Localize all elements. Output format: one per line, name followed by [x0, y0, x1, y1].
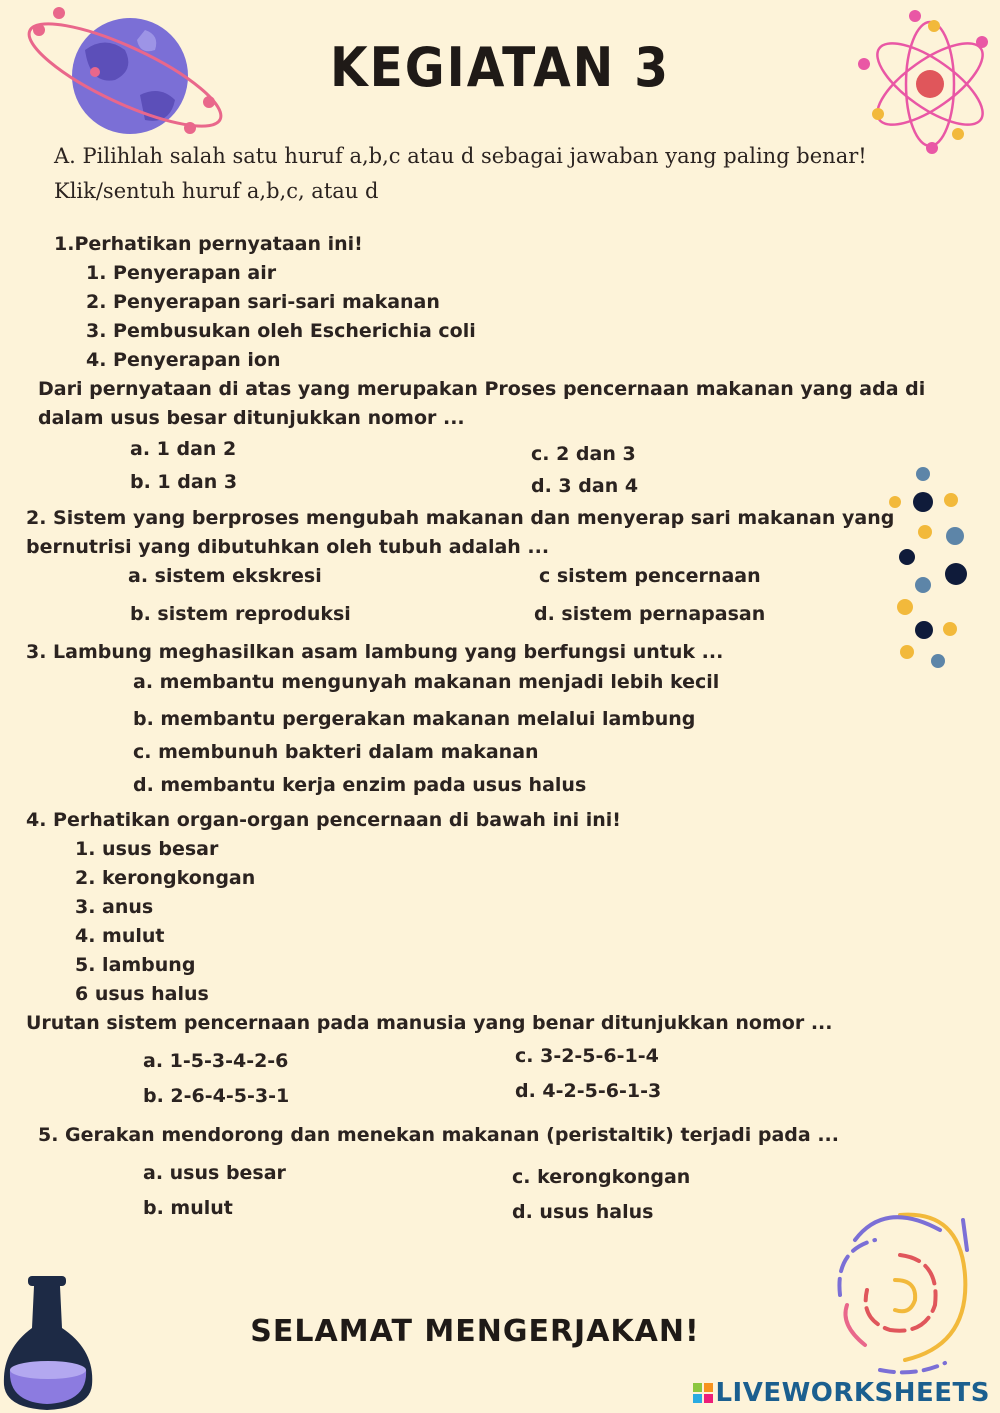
question-1-option-a[interactable]: a. 1 dan 2: [130, 438, 237, 460]
question-5-option-d[interactable]: d. usus halus: [512, 1201, 654, 1223]
liveworksheets-logo-icon: [693, 1383, 713, 1403]
question-4-option-c[interactable]: c. 3-2-5-6-1-4: [515, 1045, 659, 1067]
liveworksheets-logo[interactable]: [693, 1378, 990, 1408]
question-5-option-a[interactable]: a. usus besar: [143, 1162, 286, 1184]
question-4-item: 1. usus besar: [75, 838, 219, 860]
question-4-option-b[interactable]: b. 2-6-4-5-3-1: [143, 1085, 290, 1107]
question-4-stem: 4. Perhatikan organ-organ pencernaan di bawah ini ini!: [26, 809, 621, 831]
question-3-option-c[interactable]: c. membunuh bakteri dalam makanan: [133, 741, 539, 763]
question-1-option-b[interactable]: b. 1 dan 3: [130, 471, 238, 493]
page-title: KEGIATAN 3: [329, 36, 671, 99]
question-1-item: 1. Penyerapan air: [86, 262, 277, 284]
question-2-option-d[interactable]: d. sistem pernapasan: [534, 603, 766, 625]
question-3-stem: 3. Lambung meghasilkan asam lambung yang berfungsi untuk ...: [26, 641, 724, 663]
instruction-line-1: A. Pilihlah salah satu huruf a,b,c atau d sebagai jawaban yang paling benar!: [54, 144, 867, 168]
question-3-option-b[interactable]: b. membantu pergerakan makanan melalui lambung: [133, 708, 696, 730]
question-1-prompt-line-1: Dari pernyataan di atas yang merupakan Proses pencernaan makanan yang ada di: [38, 378, 926, 400]
question-4-item: 3. anus: [75, 896, 154, 918]
liveworksheets-brand-text: LIVEWORKSHEETS: [715, 1378, 990, 1408]
question-4-item: 6 usus halus: [75, 983, 209, 1005]
molecule-dots-icon: [885, 462, 975, 677]
question-3-option-a[interactable]: a. membantu mengunyah makanan menjadi lebih kecil: [133, 671, 720, 693]
question-1-option-c[interactable]: c. 2 dan 3: [531, 443, 636, 465]
question-1-item: 4. Penyerapan ion: [86, 349, 281, 371]
question-1-item: 3. Pembusukan oleh Escherichia coli: [86, 320, 476, 342]
question-1-option-d[interactable]: d. 3 dan 4: [531, 475, 639, 497]
question-2-option-b[interactable]: b. sistem reproduksi: [130, 603, 351, 625]
question-5-stem: 5. Gerakan mendorong dan menekan makanan (peristaltik) terjadi pada ...: [38, 1124, 839, 1146]
question-2-option-c[interactable]: c sistem pencernaan: [539, 565, 761, 587]
closing-message: SELAMAT MENGERJAKAN!: [250, 1314, 700, 1349]
question-2-stem-line-1: 2. Sistem yang berproses mengubah makanan dan menyerap sari makanan yang: [26, 507, 895, 529]
question-4-item: 2. kerongkongan: [75, 867, 256, 889]
question-4-item: 5. lambung: [75, 954, 196, 976]
question-4-item: 4. mulut: [75, 925, 165, 947]
question-2-option-a[interactable]: a. sistem ekskresi: [128, 565, 322, 587]
question-1-stem: 1.Perhatikan pernyataan ini!: [54, 233, 363, 255]
question-1-prompt-line-2: dalam usus besar ditunjukkan nomor ...: [38, 407, 465, 429]
question-5-option-b[interactable]: b. mulut: [143, 1197, 233, 1219]
question-4-prompt: Urutan sistem pencernaan pada manusia yang benar ditunjukkan nomor ...: [26, 1012, 833, 1034]
instruction-line-2: Klik/sentuh huruf a,b,c, atau d: [54, 179, 379, 203]
question-2-stem-line-2: bernutrisi yang dibutuhkan oleh tubuh adalah ...: [26, 536, 550, 558]
question-4-option-d[interactable]: d. 4-2-5-6-1-3: [515, 1080, 662, 1102]
galaxy-spiral-icon: [825, 1195, 975, 1380]
question-3-option-d[interactable]: d. membantu kerja enzim pada usus halus: [133, 774, 587, 796]
question-1-item: 2. Penyerapan sari-sari makanan: [86, 291, 440, 313]
question-4-option-a[interactable]: a. 1-5-3-4-2-6: [143, 1050, 289, 1072]
question-5-option-c[interactable]: c. kerongkongan: [512, 1166, 691, 1188]
